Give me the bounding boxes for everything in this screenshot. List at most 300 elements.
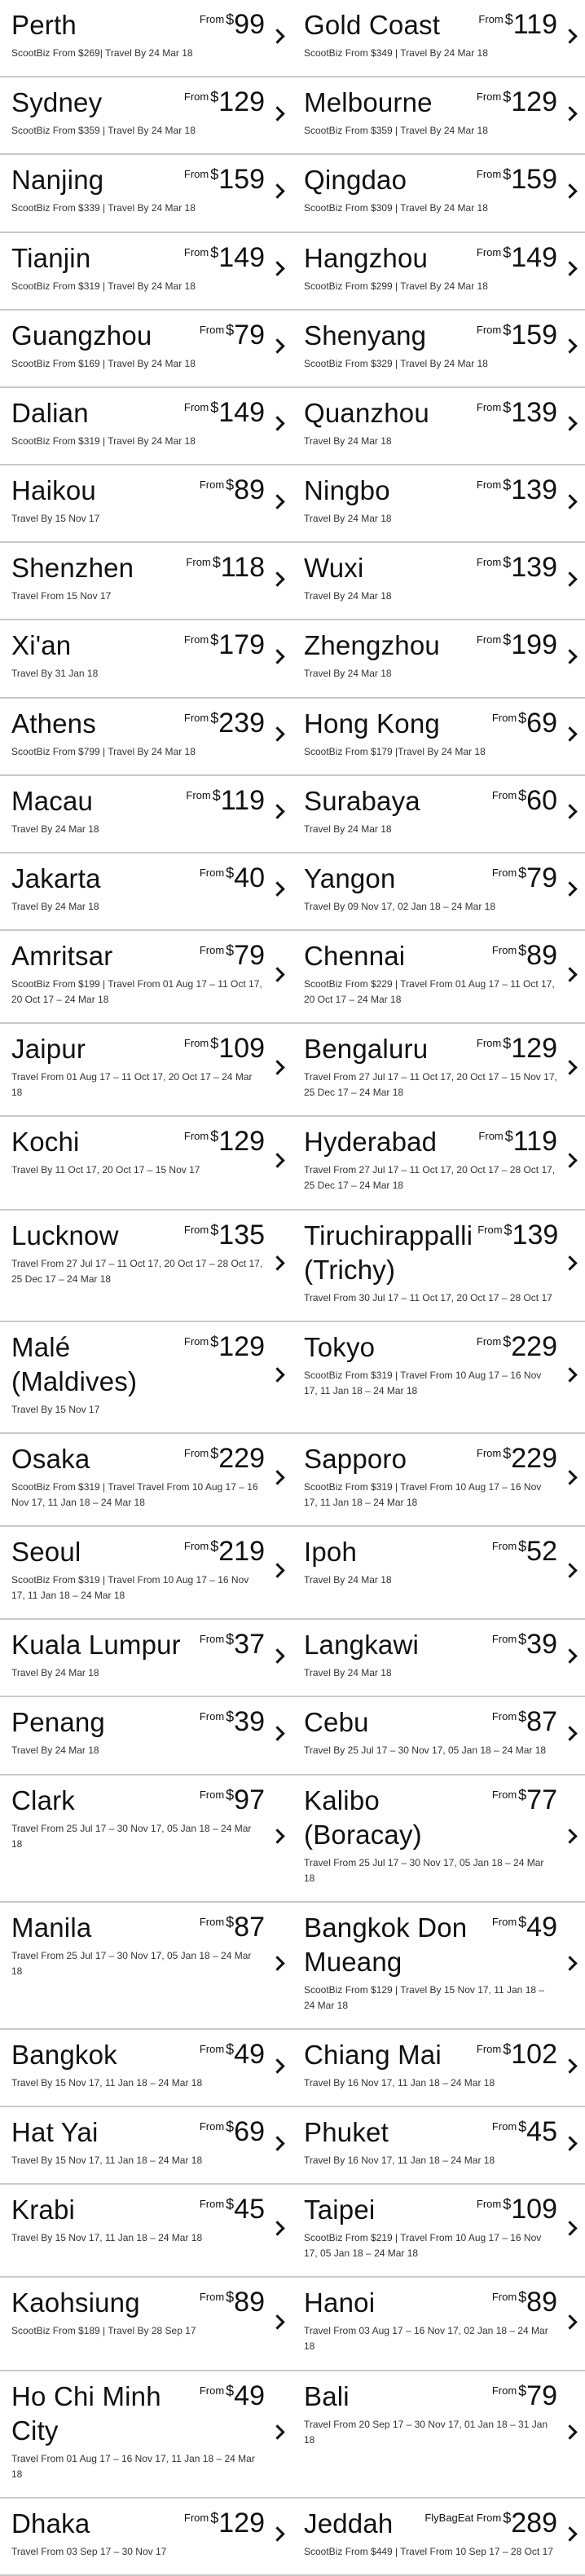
chevron-right-icon[interactable] bbox=[270, 261, 284, 276]
card-header bbox=[11, 86, 265, 120]
card-header bbox=[11, 1535, 265, 1569]
chevron-right-icon[interactable] bbox=[562, 2136, 577, 2150]
destination-card[interactable] bbox=[292, 2185, 585, 2276]
fare-row bbox=[0, 1697, 585, 1775]
destination-card[interactable] bbox=[292, 1322, 585, 1432]
currency-symbol: $ bbox=[518, 2119, 527, 2136]
fare-price bbox=[492, 2286, 557, 2317]
destination-card[interactable] bbox=[0, 1434, 292, 1525]
fare-conditions: Travel By 15 Nov 17, 11 Jan 18 – 24 Mar 18 bbox=[11, 2076, 203, 2089]
destination-card[interactable] bbox=[0, 2371, 292, 2497]
fare-conditions: Travel By 25 Jul 17 – 30 Nov 17, 05 Jan 18 – 24 Mar 18 bbox=[304, 1745, 547, 1757]
destination-card[interactable] bbox=[292, 2107, 585, 2183]
destination-name: Shenyang bbox=[304, 320, 427, 351]
destination-name: Jeddah bbox=[304, 2508, 394, 2539]
chevron-right-icon[interactable] bbox=[562, 1956, 577, 1970]
fare-amount: 149 bbox=[218, 396, 265, 428]
fare-conditions: Travel From 25 Jul 17 – 30 Nov 17, 05 Jan 18 – 24 Mar 18 bbox=[304, 1856, 544, 1884]
fare-amount: 45 bbox=[526, 2116, 557, 2148]
fare-price bbox=[186, 784, 265, 815]
chevron-right-icon[interactable] bbox=[270, 1726, 284, 1740]
card-header bbox=[11, 2038, 265, 2072]
fare-conditions: Travel From 03 Sep 17 – 30 Nov 17 bbox=[11, 2545, 167, 2557]
chevron-right-icon[interactable] bbox=[562, 1368, 577, 1383]
fare-from-label: From bbox=[491, 944, 517, 957]
chevron-right-icon[interactable] bbox=[562, 882, 577, 897]
destination-name: Hong Kong bbox=[304, 708, 440, 739]
fare-amount: 229 bbox=[511, 1442, 557, 1474]
destination-card[interactable] bbox=[0, 1903, 292, 2028]
destination-card[interactable] bbox=[0, 233, 292, 309]
destination-card[interactable] bbox=[292, 1697, 585, 1773]
fare-price bbox=[200, 319, 265, 350]
fare-conditions: ScootBiz From $319 | Travel Travel From 10 Aug 17 – 16 Nov 17, 11 Jan 18 – 24 Mar 18 bbox=[11, 1480, 258, 1508]
fare-amount: 129 bbox=[218, 86, 265, 118]
chevron-right-icon[interactable] bbox=[270, 1956, 284, 1970]
chevron-right-icon[interactable] bbox=[270, 1828, 284, 1843]
fare-row bbox=[0, 2499, 585, 2576]
destination-card[interactable] bbox=[292, 0, 585, 76]
fare-row bbox=[0, 1117, 585, 1210]
destination-name: Osaka bbox=[11, 1443, 90, 1474]
fare-amount: 87 bbox=[526, 1706, 557, 1738]
fare-from-label: From bbox=[491, 2291, 517, 2304]
destination-card[interactable] bbox=[0, 1024, 292, 1115]
destination-card[interactable] bbox=[292, 1775, 585, 1901]
currency-symbol: $ bbox=[503, 2040, 512, 2058]
destination-card[interactable] bbox=[0, 2185, 292, 2276]
fare-row bbox=[0, 2371, 585, 2499]
fare-conditions: Travel From 27 Jul 17 – 11 Oct 17, 20 Oct 17 – 28 Oct 17, 25 Dec 17 – 24 Mar 18 bbox=[304, 1164, 556, 1192]
fare-row bbox=[0, 854, 585, 931]
card-header bbox=[11, 1330, 265, 1399]
fare-row bbox=[0, 931, 585, 1024]
destination-name: Gold Coast bbox=[304, 10, 441, 40]
chevron-right-icon[interactable] bbox=[270, 29, 284, 43]
chevron-right-icon[interactable] bbox=[270, 726, 284, 741]
chevron-right-icon[interactable] bbox=[562, 2314, 577, 2329]
card-header bbox=[11, 2507, 265, 2541]
destination-name: Hangzhou bbox=[304, 242, 429, 273]
fare-conditions: Travel From 01 Aug 17 – 16 Nov 17, 11 Jan 18 – 24 Mar 18 bbox=[11, 2452, 255, 2480]
destination-card[interactable] bbox=[292, 2030, 585, 2106]
fare-amount: 87 bbox=[234, 1911, 265, 1943]
destination-card[interactable] bbox=[292, 1024, 585, 1115]
destination-card[interactable] bbox=[0, 1527, 292, 1618]
fare-from-label: From bbox=[491, 1710, 517, 1723]
chevron-right-icon[interactable] bbox=[562, 1648, 577, 1663]
chevron-right-icon[interactable] bbox=[270, 417, 284, 431]
destination-name: Macau bbox=[11, 785, 94, 816]
destination-card[interactable] bbox=[292, 1117, 585, 1208]
destination-card[interactable] bbox=[0, 931, 292, 1022]
fare-price bbox=[477, 86, 557, 117]
fare-row bbox=[0, 77, 585, 155]
fare-amount: 135 bbox=[218, 1219, 265, 1251]
fare-from-label: From bbox=[199, 1915, 225, 1928]
fare-price bbox=[200, 1911, 265, 1942]
fare-conditions: Travel By 11 Oct 17, 20 Oct 17 – 15 Nov 17 bbox=[11, 1164, 200, 1176]
currency-symbol: $ bbox=[504, 11, 513, 28]
fare-conditions: Travel By 16 Nov 17, 11 Jan 18 – 24 Mar 18 bbox=[304, 2076, 495, 2089]
destination-card[interactable] bbox=[292, 77, 585, 153]
fare-amount: 89 bbox=[526, 940, 557, 972]
fare-from-label: From bbox=[476, 245, 502, 258]
destination-name: Penang bbox=[11, 1707, 105, 1738]
chevron-right-icon[interactable] bbox=[270, 2527, 284, 2542]
fare-from-label: From bbox=[476, 1037, 502, 1050]
fare-conditions: Travel From 25 Jul 17 – 30 Nov 17, 05 Jan 18 – 24 Mar 18 bbox=[11, 1822, 252, 1850]
fare-amount: 239 bbox=[218, 707, 265, 739]
destination-name: Melbourne bbox=[304, 87, 433, 118]
card-header bbox=[304, 241, 557, 276]
fare-price bbox=[492, 862, 557, 893]
card-header bbox=[304, 1535, 557, 1569]
currency-symbol: $ bbox=[210, 2509, 219, 2526]
fare-amount: 102 bbox=[511, 2038, 557, 2070]
currency-symbol: $ bbox=[210, 1333, 219, 1350]
destination-name: Dalian bbox=[11, 397, 89, 428]
chevron-right-icon[interactable] bbox=[270, 2221, 284, 2236]
chevron-right-icon[interactable] bbox=[270, 2058, 284, 2073]
currency-symbol: $ bbox=[210, 709, 219, 726]
chevron-right-icon[interactable] bbox=[562, 261, 577, 276]
card-header bbox=[304, 396, 557, 430]
fare-from-label: From bbox=[476, 400, 502, 413]
chevron-right-icon[interactable] bbox=[562, 1153, 577, 1168]
fare-amount: 139 bbox=[512, 1219, 559, 1251]
fare-price bbox=[492, 784, 557, 815]
fare-amount: 37 bbox=[234, 1629, 265, 1661]
destination-card[interactable] bbox=[292, 2278, 585, 2369]
fare-row bbox=[0, 1903, 585, 2030]
destination-card[interactable] bbox=[0, 388, 292, 464]
chevron-right-icon[interactable] bbox=[562, 2527, 577, 2542]
chevron-right-icon[interactable] bbox=[270, 649, 284, 664]
chevron-right-icon[interactable] bbox=[562, 106, 577, 121]
card-header bbox=[11, 241, 265, 276]
destination-name: Ho Chi Minh City bbox=[11, 2380, 161, 2446]
destination-card[interactable] bbox=[292, 155, 585, 231]
fare-amount: 159 bbox=[511, 319, 557, 351]
chevron-right-icon[interactable] bbox=[270, 339, 284, 354]
fare-from-label: From bbox=[199, 323, 225, 336]
chevron-right-icon[interactable] bbox=[562, 1255, 577, 1270]
currency-symbol: $ bbox=[226, 11, 235, 28]
chevron-right-icon[interactable] bbox=[270, 571, 284, 586]
chevron-right-icon[interactable] bbox=[562, 1470, 577, 1484]
destination-card[interactable] bbox=[0, 465, 292, 541]
fare-amount: 119 bbox=[512, 1126, 557, 1158]
currency-symbol: $ bbox=[503, 2509, 512, 2526]
destination-name: Bali bbox=[304, 2380, 350, 2411]
fare-from-label: From bbox=[186, 556, 211, 569]
currency-symbol: $ bbox=[503, 166, 512, 183]
destination-card[interactable] bbox=[0, 1322, 292, 1432]
destination-card[interactable] bbox=[292, 699, 585, 774]
chevron-right-icon[interactable] bbox=[270, 1368, 284, 1383]
destination-card[interactable] bbox=[0, 311, 292, 386]
fare-price bbox=[184, 1535, 265, 1566]
fare-price bbox=[492, 1628, 557, 1659]
currency-symbol: $ bbox=[226, 2382, 235, 2399]
fare-amount: 39 bbox=[234, 1706, 265, 1738]
fare-from-label: From bbox=[183, 1540, 209, 1553]
fare-amount: 129 bbox=[218, 1330, 265, 1362]
currency-symbol: $ bbox=[210, 244, 219, 261]
destination-card[interactable] bbox=[0, 77, 292, 153]
chevron-right-icon[interactable] bbox=[562, 417, 577, 431]
fare-conditions: ScootBiz From $359 | Travel By 24 Mar 18 bbox=[304, 125, 488, 137]
fare-from-label: From bbox=[183, 1223, 209, 1236]
fare-price bbox=[492, 1784, 557, 1815]
fare-from-label: From bbox=[491, 2120, 517, 2133]
chevron-right-icon[interactable] bbox=[562, 649, 577, 664]
fare-price bbox=[200, 2380, 265, 2411]
fare-amount: 129 bbox=[218, 2507, 265, 2539]
currency-symbol: $ bbox=[518, 1913, 527, 1930]
card-header bbox=[11, 1219, 265, 1253]
destination-card[interactable] bbox=[0, 2107, 292, 2183]
currency-symbol: $ bbox=[518, 787, 527, 804]
fare-from-label: From bbox=[199, 1788, 225, 1801]
fare-amount: 149 bbox=[218, 241, 265, 273]
card-header bbox=[304, 2115, 557, 2150]
fare-from-label: From bbox=[491, 2384, 517, 2397]
currency-symbol: $ bbox=[503, 554, 512, 571]
card-header bbox=[304, 86, 557, 120]
destination-card[interactable] bbox=[292, 854, 585, 929]
fare-price bbox=[478, 8, 557, 39]
destination-name: Chennai bbox=[304, 941, 406, 972]
fare-conditions: Travel By 24 Mar 18 bbox=[11, 1667, 99, 1679]
fare-amount: 109 bbox=[511, 2194, 557, 2225]
destination-card[interactable] bbox=[0, 854, 292, 929]
chevron-right-icon[interactable] bbox=[270, 1255, 284, 1270]
currency-symbol: $ bbox=[226, 2289, 235, 2306]
destination-name: Tiruchirappalli (Trichy) bbox=[304, 1220, 473, 1285]
destination-card[interactable] bbox=[292, 2499, 585, 2574]
fare-amount: 199 bbox=[511, 629, 557, 661]
fare-row bbox=[0, 2278, 585, 2371]
fare-conditions: Travel By 15 Nov 17 bbox=[11, 513, 100, 525]
destination-name: Bengaluru bbox=[304, 1034, 429, 1065]
fare-conditions: Travel By 24 Mar 18 bbox=[304, 590, 392, 602]
currency-symbol: $ bbox=[210, 1445, 219, 1462]
fare-row bbox=[0, 1620, 585, 1697]
fare-amount: 79 bbox=[526, 2380, 557, 2411]
destination-card[interactable] bbox=[292, 776, 585, 852]
destination-card[interactable] bbox=[0, 155, 292, 231]
destination-card[interactable] bbox=[292, 1211, 585, 1321]
destination-card[interactable] bbox=[292, 543, 585, 619]
fare-row bbox=[0, 776, 585, 854]
fare-amount: 77 bbox=[526, 1784, 557, 1815]
destination-card[interactable] bbox=[292, 1903, 585, 2028]
fare-price bbox=[477, 1442, 557, 1473]
fare-amount: 119 bbox=[512, 9, 557, 40]
fare-amount: 79 bbox=[234, 940, 265, 972]
destination-name: Perth bbox=[11, 10, 77, 40]
fare-price bbox=[200, 8, 265, 39]
chevron-right-icon[interactable] bbox=[562, 2058, 577, 2073]
fare-from-label: From bbox=[183, 168, 209, 181]
destination-card[interactable] bbox=[292, 1434, 585, 1525]
currency-symbol: $ bbox=[210, 632, 219, 649]
fare-from-label: From bbox=[199, 2120, 225, 2133]
chevron-right-icon[interactable] bbox=[270, 882, 284, 897]
destination-card[interactable] bbox=[292, 2371, 585, 2497]
fare-conditions: ScootBiz From $329 | Travel By 24 Mar 18 bbox=[304, 357, 488, 369]
fare-price bbox=[477, 1032, 557, 1063]
fare-amount: 219 bbox=[218, 1536, 265, 1568]
fare-conditions: Travel From 20 Sep 17 – 30 Nov 17, 01 Jan 18 – 31 Jan 18 bbox=[304, 2418, 548, 2446]
destination-card[interactable] bbox=[0, 2030, 292, 2106]
destination-name: Bangkok Don Mueang bbox=[304, 1912, 468, 1977]
card-header bbox=[11, 319, 265, 353]
fare-price bbox=[477, 551, 557, 582]
currency-symbol: $ bbox=[518, 1538, 527, 1555]
fare-amount: 159 bbox=[218, 164, 265, 196]
chevron-right-icon[interactable] bbox=[270, 1061, 284, 1075]
destination-card[interactable] bbox=[0, 1620, 292, 1696]
destination-card[interactable] bbox=[0, 699, 292, 774]
destination-card[interactable] bbox=[0, 2278, 292, 2369]
currency-symbol: $ bbox=[212, 787, 221, 804]
fare-price bbox=[478, 1125, 557, 1156]
fare-conditions: Travel From 25 Jul 17 – 30 Nov 17, 05 Jan 18 – 24 Mar 18 bbox=[11, 1949, 252, 1977]
chevron-right-icon[interactable] bbox=[270, 2136, 284, 2150]
card-header bbox=[11, 629, 265, 663]
fare-price bbox=[184, 1125, 265, 1156]
fare-price bbox=[477, 163, 557, 194]
destination-name: Phuket bbox=[304, 2117, 389, 2148]
fare-row bbox=[0, 1527, 585, 1620]
chevron-right-icon[interactable] bbox=[270, 1470, 284, 1484]
fare-from-label: From bbox=[183, 711, 209, 724]
destination-card[interactable] bbox=[0, 2499, 292, 2574]
chevron-right-icon[interactable] bbox=[270, 805, 284, 819]
chevron-right-icon[interactable] bbox=[562, 1061, 577, 1075]
destination-name: Xi'an bbox=[11, 630, 72, 661]
fare-amount: 119 bbox=[220, 784, 265, 816]
chevron-right-icon[interactable] bbox=[562, 339, 577, 354]
fare-amount: 229 bbox=[511, 1330, 557, 1362]
chevron-right-icon[interactable] bbox=[270, 2314, 284, 2329]
chevron-right-icon[interactable] bbox=[562, 1726, 577, 1740]
fare-amount: 89 bbox=[234, 2287, 265, 2318]
destination-card[interactable] bbox=[0, 776, 292, 852]
chevron-right-icon[interactable] bbox=[270, 967, 284, 981]
destination-card[interactable] bbox=[292, 388, 585, 464]
fare-price bbox=[477, 1219, 558, 1250]
destination-card[interactable] bbox=[0, 1211, 292, 1321]
chevron-right-icon[interactable] bbox=[562, 967, 577, 981]
chevron-right-icon[interactable] bbox=[562, 2221, 577, 2236]
fare-row bbox=[0, 1775, 585, 1903]
destination-card[interactable] bbox=[0, 0, 292, 76]
chevron-right-icon[interactable] bbox=[270, 1563, 284, 1577]
destination-name: Langkawi bbox=[304, 1630, 420, 1661]
chevron-right-icon[interactable] bbox=[562, 1828, 577, 1843]
card-header bbox=[11, 396, 265, 430]
chevron-right-icon[interactable] bbox=[270, 106, 284, 121]
fare-row bbox=[0, 1434, 585, 1527]
fare-from-label: From bbox=[199, 479, 225, 492]
chevron-right-icon[interactable] bbox=[562, 183, 577, 198]
chevron-right-icon[interactable] bbox=[270, 1153, 284, 1168]
destination-card[interactable] bbox=[0, 620, 292, 696]
fare-conditions: ScootBiz From $319 | Travel By 24 Mar 18 bbox=[11, 434, 196, 447]
destination-card[interactable] bbox=[0, 1775, 292, 1901]
chevron-right-icon[interactable] bbox=[270, 494, 284, 509]
destination-card[interactable] bbox=[292, 1620, 585, 1696]
chevron-right-icon[interactable] bbox=[562, 2424, 577, 2439]
fare-from-label: From bbox=[476, 556, 502, 569]
fare-amount: 45 bbox=[234, 2194, 265, 2225]
chevron-right-icon[interactable] bbox=[270, 2424, 284, 2439]
chevron-right-icon[interactable] bbox=[562, 726, 577, 741]
chevron-right-icon[interactable] bbox=[270, 1648, 284, 1663]
chevron-right-icon[interactable] bbox=[270, 183, 284, 198]
card-header bbox=[11, 2115, 265, 2150]
card-header bbox=[304, 1219, 557, 1287]
fare-conditions: ScootBiz From $449 | Travel From 10 Sep 17 – 28 Oct 17 bbox=[304, 2545, 553, 2557]
fare-conditions: ScootBiz From $319 | Travel From 10 Aug 17 – 16 Nov 17, 11 Jan 18 – 24 Mar 18 bbox=[304, 1369, 542, 1396]
destination-card[interactable] bbox=[292, 620, 585, 696]
fare-conditions: Travel By 09 Nov 17, 02 Jan 18 – 24 Mar 18 bbox=[304, 900, 496, 912]
destination-card[interactable] bbox=[0, 1117, 292, 1208]
chevron-right-icon[interactable] bbox=[562, 571, 577, 586]
currency-symbol: $ bbox=[503, 321, 512, 338]
destination-card[interactable] bbox=[292, 1527, 585, 1618]
currency-symbol: $ bbox=[226, 2040, 235, 2058]
fare-conditions: ScootBiz From $349 | Travel By 24 Mar 18 bbox=[304, 47, 488, 59]
destination-card[interactable] bbox=[292, 233, 585, 309]
destination-name: Bangkok bbox=[11, 2039, 117, 2070]
destination-card[interactable] bbox=[0, 543, 292, 619]
fare-amount: 129 bbox=[218, 1126, 265, 1158]
fare-amount: 129 bbox=[511, 86, 557, 118]
fare-price bbox=[492, 2115, 557, 2146]
chevron-right-icon[interactable] bbox=[562, 29, 577, 43]
currency-symbol: $ bbox=[210, 1035, 219, 1052]
destination-name: Haikou bbox=[11, 475, 96, 506]
card-header bbox=[304, 1628, 557, 1662]
destination-card[interactable] bbox=[0, 1697, 292, 1773]
currency-symbol: $ bbox=[226, 2119, 235, 2136]
destination-card[interactable] bbox=[292, 465, 585, 541]
fare-from-label: From bbox=[199, 1710, 225, 1723]
fare-price bbox=[477, 396, 557, 427]
fare-amount: 89 bbox=[234, 474, 265, 506]
card-header bbox=[11, 551, 265, 585]
chevron-right-icon[interactable] bbox=[562, 1563, 577, 1577]
fare-conditions: Travel By 16 Nov 17, 11 Jan 18 – 24 Mar 18 bbox=[304, 2155, 495, 2167]
destination-card[interactable] bbox=[292, 931, 585, 1022]
chevron-right-icon[interactable] bbox=[562, 494, 577, 509]
card-header bbox=[11, 862, 265, 896]
card-header bbox=[304, 2286, 557, 2320]
fare-amount: 289 bbox=[511, 2507, 557, 2539]
fare-from-label: From bbox=[491, 1915, 517, 1928]
fare-conditions: ScootBiz From $269| Travel By 24 Mar 18 bbox=[11, 47, 193, 59]
currency-symbol: $ bbox=[226, 2196, 235, 2213]
card-header bbox=[304, 784, 557, 818]
destination-name: Ipoh bbox=[304, 1537, 358, 1568]
destination-card[interactable] bbox=[292, 311, 585, 386]
chevron-right-icon[interactable] bbox=[562, 805, 577, 819]
